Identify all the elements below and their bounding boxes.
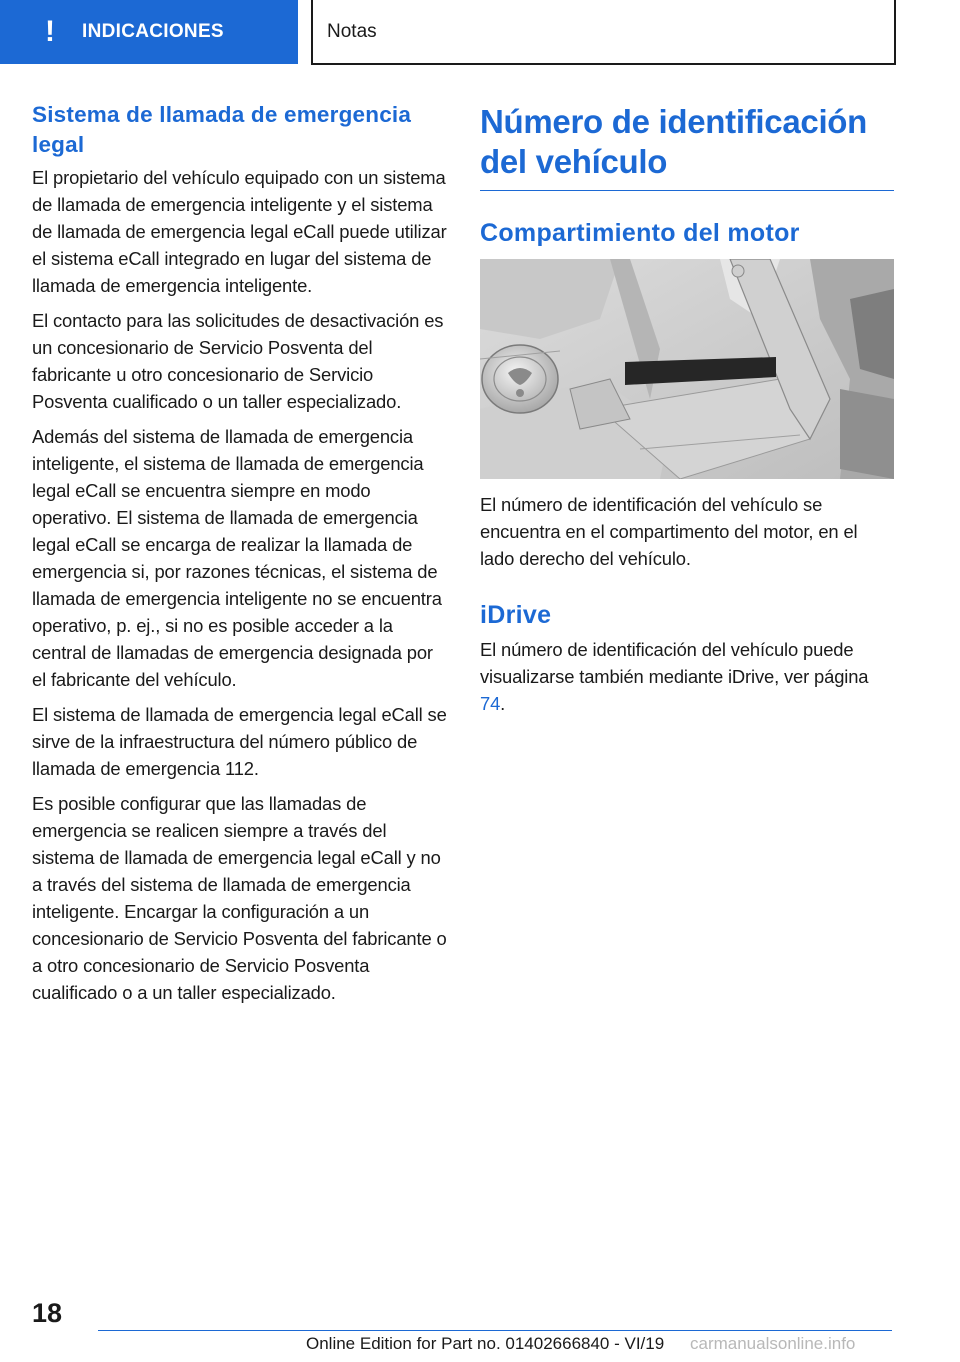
paragraph: El propietario del vehículo equipado con un sistema de llamada de emergencia inteligente y el sistema de llamada de emergencia legal eCall puede utilizar el sistema eCall integrado en lugar del sistema de llamada de emergencia inteligente. [32, 167, 447, 296]
ecall-heading: Sistema de llamada de emergencia legal [32, 102, 412, 157]
subsection-label: Notas [327, 20, 377, 42]
section-tab [0, 0, 298, 64]
idrive-text [480, 636, 894, 717]
left-column [32, 100, 448, 1014]
idrive-heading: iDrive [480, 601, 552, 629]
page-title: Número de identificación del vehículo [480, 103, 868, 180]
page-number: 18 [32, 1298, 63, 1328]
engine-compartment-text: El número de identificación del vehículo se encuentra en el compartimento del motor, en el lado derecho del vehículo. [480, 494, 858, 569]
title-divider [480, 190, 894, 191]
engine-compartment-image [480, 259, 894, 479]
idrive-text-body: El número de identificación del vehículo puede visualizarse también mediante iDrive, ver página [480, 639, 869, 687]
watermark: carmanualsonline.info [690, 1334, 856, 1353]
section-tab-label: INDICACIONES [82, 21, 224, 42]
exclamation-icon: ! [45, 15, 55, 48]
page-link-74[interactable]: 74 [480, 693, 501, 714]
footer-divider [98, 1330, 892, 1331]
paragraph: Es posible configurar que las llamadas de emergencia se realicen siempre a través del sistema de llamada de emergencia legal eCall y no a través del sistema de llamada de emergencia inteligente. Encargar la configuración a un concesionario de Servicio Posventa del fabricante o a otro concesionario de Servicio Posventa cualificado o a un taller especializado. [32, 793, 447, 1003]
edition-text: Online Edition for Part no. 01402666840 - VI/19 [306, 1334, 665, 1353]
subsection-header [311, 0, 896, 65]
engine-compartment-heading: Compartimiento del motor [480, 219, 800, 247]
paragraph: El sistema de llamada de emergencia legal eCall se sirve de la infraestructura del número público de llamada de emergencia 112. [32, 704, 447, 779]
paragraph: Además del sistema de llamada de emergencia inteligente, el sistema de llamada de emergencia legal eCall se encuentra siempre en modo operativo. El sistema de llamada de emergencia legal eCall se encarga de realizar la llamada de emergencia si, por razones técnicas, el sistema de llamada de emergencia inteligente no se encuentra operativo, p. ej., si no es posible acceder a la central de llamadas de emergencia designada por el fabricante del vehículo. [32, 426, 442, 690]
idrive-text-end: . [500, 693, 506, 714]
paragraph: El contacto para las solicitudes de desactivación es un concesionario de Servicio Posventa del fabricante u otro concesionario de Servicio Posventa cualificado o un taller especializado. [32, 310, 444, 412]
right-column [480, 102, 894, 725]
